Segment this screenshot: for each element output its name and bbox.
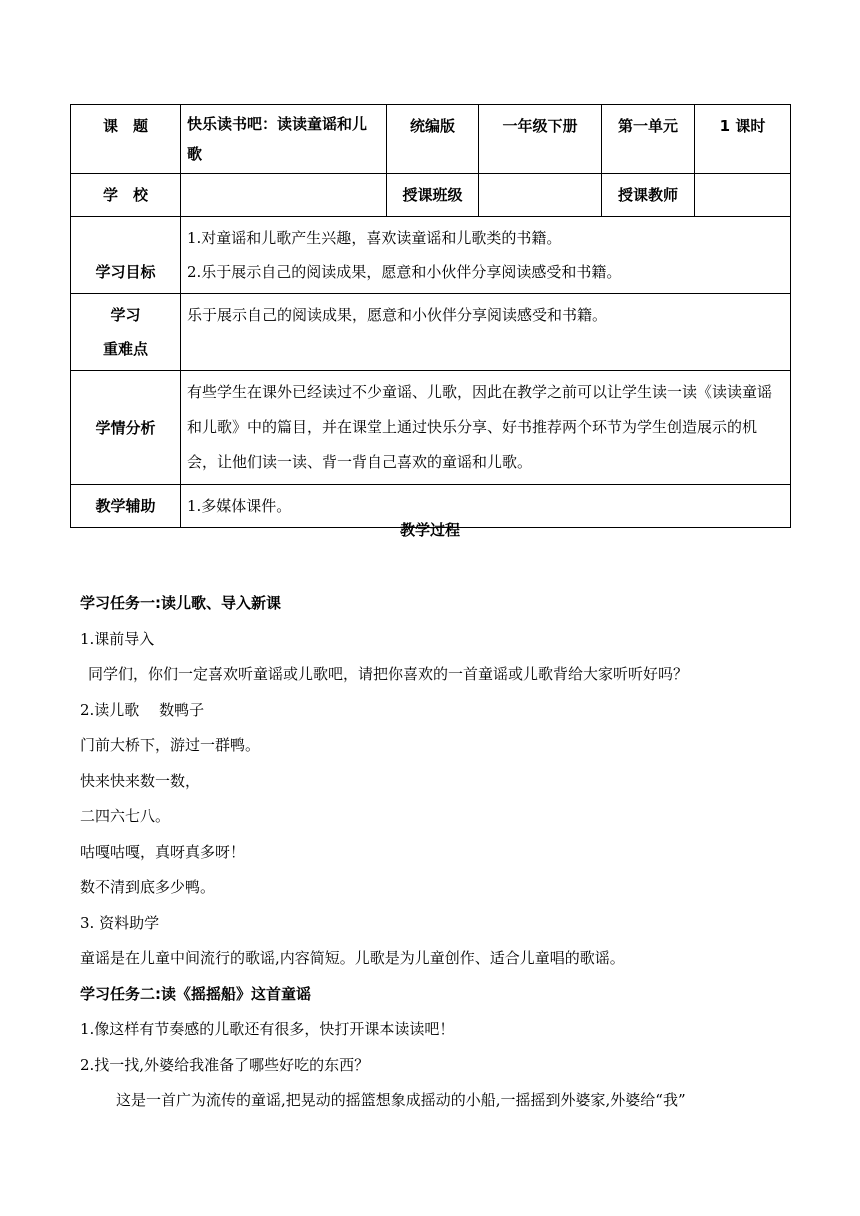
task-heading: 学习任务二:读《摇摇船》这首童谣: [80, 984, 312, 1003]
key-points-row: [71, 294, 791, 371]
body-line: 同学们，你们一定喜欢听童谣或儿歌吧，请把你喜欢的一首童谣或儿歌背给大家听听好吗？: [88, 665, 689, 683]
poem-line: 咕嘎咕嘎，真呀真多呀！: [80, 842, 246, 861]
analysis-row: [71, 371, 791, 485]
goals-label: 学习目标: [71, 217, 181, 294]
poem-line: 数不清到底多少鸭。: [80, 878, 216, 896]
teacher-value: [695, 174, 791, 217]
key-points-text: 乐于展示自己的阅读成果，愿意和小伙伴分享阅读感受和书籍。: [181, 294, 791, 371]
analysis-label: 学情分析: [71, 371, 181, 485]
step-line: 1.像这样有节奏感的儿歌还有很多，快打开课本读读吧！: [80, 1020, 455, 1038]
step-line: 2.找一找,外婆给我准备了哪些好吃的东西？: [80, 1055, 370, 1074]
grade-cell: 一年级下册: [479, 105, 602, 174]
aid-text: 1.多媒体课件。: [181, 485, 791, 528]
topic-label: 课 题: [71, 105, 181, 174]
goal-item: 2.乐于展示自己的阅读成果，愿意和小伙伴分享阅读感受和书籍。: [187, 263, 622, 281]
goal-item: 1.对童谣和儿歌产生兴趣，喜欢读童谣和儿歌类的书籍。: [187, 229, 562, 247]
key-points-label: [71, 294, 181, 371]
process-body: [80, 586, 792, 1119]
poem-line: 门前大桥下，游过一群鸭。: [80, 736, 261, 754]
task-heading: 学习任务一:读儿歌、导入新课: [80, 594, 281, 612]
teacher-label: 授课教师: [602, 174, 695, 217]
step-line: 3. 资料助学: [80, 913, 160, 932]
edition-cell: 统编版: [387, 105, 479, 174]
school-row: [71, 174, 791, 217]
class-label: 授课班级: [387, 174, 479, 217]
hours-cell: 1 课时: [695, 105, 791, 174]
analysis-text: 有些学生在课外已经读过不少童谣、儿歌，因此在教学之前可以让学生读一读《读读童谣和儿歌》中的篇目，并在课堂上通过快乐分享、好书推荐两个环节为学生创造展示的机会，让他们读一读、背一背自己喜欢的童谣和儿歌。: [181, 371, 791, 485]
key-points-label-line1: 学习: [110, 306, 141, 324]
poem-line: 快来快来数一数，: [80, 771, 201, 790]
school-label: 学 校: [71, 174, 181, 217]
process-title: 教学过程: [399, 521, 460, 539]
body-line: 这是一首广为流传的童谣,把晃动的摇篮想象成摇动的小船,一摇摇到外婆家,外婆给“我”: [116, 1091, 686, 1109]
lesson-info-table: [70, 104, 791, 528]
school-value: [181, 174, 387, 217]
poem-line: 二四六七八。: [80, 807, 171, 825]
aid-label: 教学辅助: [71, 485, 181, 528]
class-value: [479, 174, 602, 217]
key-points-label-line2: 重难点: [102, 340, 148, 358]
topic-title: 快乐读书吧：读读童谣和儿歌: [181, 105, 387, 174]
step-line: 1.课前导入: [80, 629, 155, 648]
topic-row: [71, 105, 791, 174]
unit-cell: 第一单元: [602, 105, 695, 174]
goals-cell: [181, 217, 791, 294]
step-line: 2.读儿歌 数鸭子: [80, 700, 205, 719]
goals-row: [71, 217, 791, 294]
body-line: 童谣是在儿童中间流行的歌谣,内容简短。儿歌是为儿童创作、适合儿童唱的歌谣。: [80, 949, 625, 967]
